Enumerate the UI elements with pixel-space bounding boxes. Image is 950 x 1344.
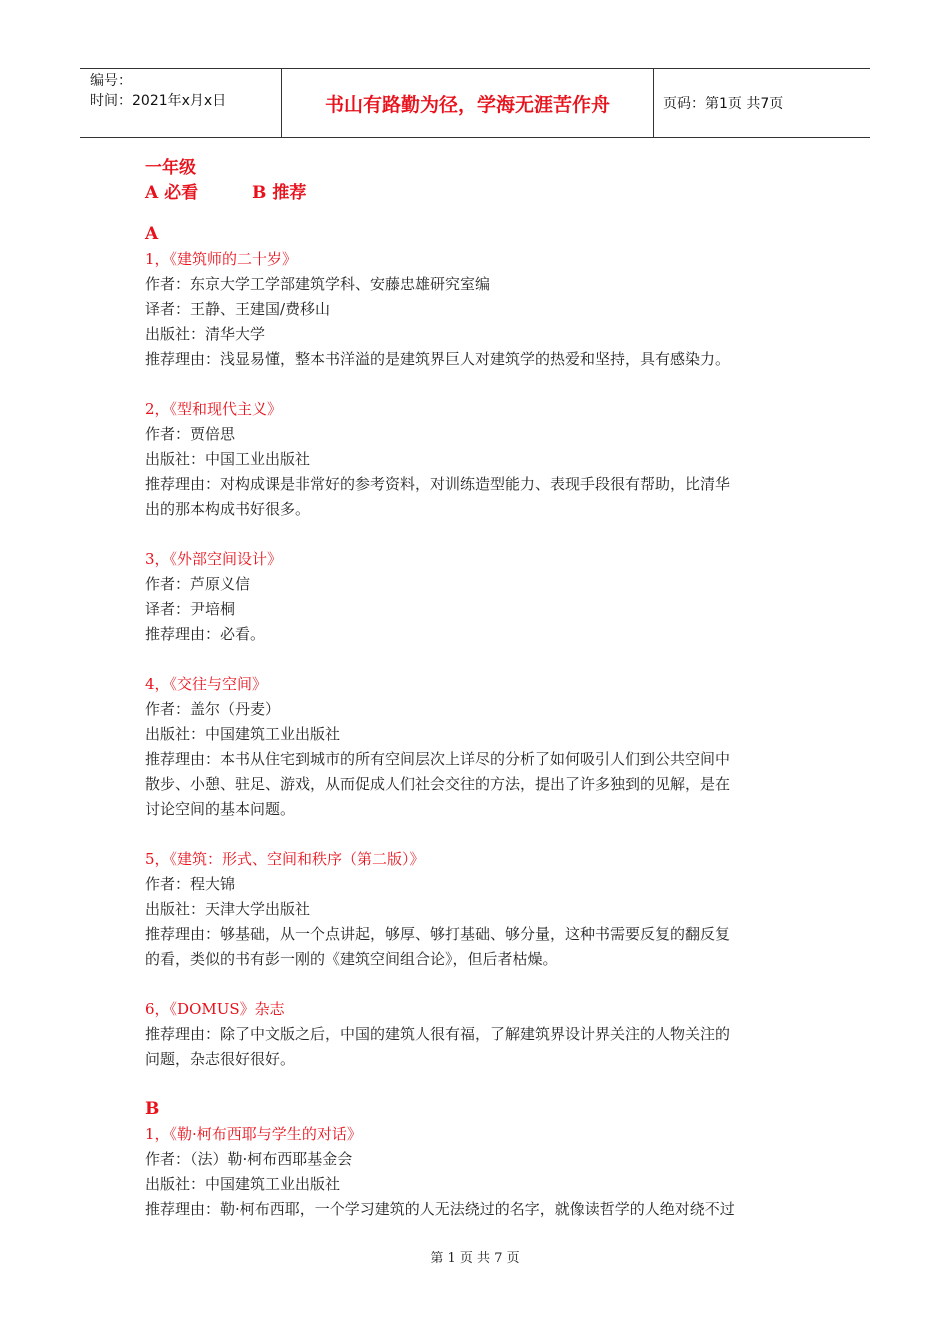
page-number-cell	[654, 69, 870, 137]
book-detail-line: 出的那本构成书好很多。	[145, 500, 311, 518]
book-detail-line: 作者：贾倍思	[145, 425, 236, 443]
book-detail-line: 作者：东京大学工学部建筑学科、安藤忠雄研究室编	[145, 275, 491, 293]
book-detail-line: 的看，类似的书有彭一刚的《建筑空间组合论》，但后者枯燥。	[145, 950, 558, 968]
book-title: 3，《外部空间设计》	[145, 550, 283, 568]
motto-cell	[282, 69, 654, 137]
book-detail-line: 作者：芦原义信	[145, 575, 251, 593]
book-detail-line: 讨论空间的基本问题。	[145, 800, 296, 818]
section-b-heading: B	[145, 1099, 160, 1119]
book-detail-line: 出版社：中国建筑工业出版社	[145, 725, 341, 743]
grade-heading: 一年级	[145, 158, 196, 178]
book-detail-line: 译者：尹培桐	[145, 600, 236, 618]
book-detail-line: 散步、小憩、驻足、游戏，从而促成人们社会交往的方法，提出了许多独到的见解，是在	[145, 775, 731, 793]
book-detail-line: 推荐理由：必看。	[145, 625, 266, 643]
book-detail-line: 出版社：天津大学出版社	[145, 900, 311, 918]
legend-b: B 推荐	[252, 183, 307, 203]
book-detail-line: 作者：（法）勒·柯布西耶基金会	[145, 1150, 353, 1168]
time-label: 时间：2021年x月x日	[90, 93, 227, 109]
book-entry	[145, 1122, 810, 1222]
book-title: 5，《建筑：形式、空间和秩序（第二版）》	[145, 850, 425, 868]
document-body	[145, 156, 810, 1247]
header-meta-cell	[80, 69, 282, 137]
book-detail-line: 出版社：中国建筑工业出版社	[145, 1175, 341, 1193]
book-entry	[145, 397, 810, 522]
book-detail-line: 出版社：清华大学	[145, 325, 266, 343]
book-detail-line: 推荐理由：本书从住宅到城市的所有空间层次上详尽的分析了如何吸引人们到公共空间中	[145, 750, 731, 768]
book-detail-line: 译者：王静、王建国/费移山	[145, 300, 331, 318]
book-title: 2，《型和现代主义》	[145, 400, 283, 418]
number-label: 编号：	[90, 73, 132, 89]
book-list-a	[145, 247, 810, 1072]
book-detail-line: 推荐理由：对构成课是非常好的参考资料，对训练造型能力、表现手段很有帮助，比清华	[145, 475, 731, 493]
page-label: 页码：第1页 共7页	[663, 96, 784, 112]
book-title: 4，《交往与空间》	[145, 675, 268, 693]
book-title: 1，《建筑师的二十岁》	[145, 250, 298, 268]
book-detail-line: 问题，杂志很好很好。	[145, 1050, 296, 1068]
page-footer: 第 1 页 共 7 页	[430, 1251, 520, 1266]
book-detail-line: 推荐理由：浅显易懂，整本书洋溢的是建筑界巨人对建筑学的热爱和坚持，具有感染力。	[145, 350, 731, 368]
book-title: 1，《勒·柯布西耶与学生的对话》	[145, 1125, 362, 1143]
book-entry	[145, 997, 810, 1072]
book-entry	[145, 672, 810, 822]
book-list-b	[145, 1122, 810, 1222]
page-header	[80, 68, 870, 138]
book-entry	[145, 247, 810, 372]
book-entry	[145, 547, 810, 647]
book-title: 6，《DOMUS》杂志	[145, 1000, 285, 1018]
book-detail-line: 作者：盖尔（丹麦）	[145, 700, 281, 718]
section-a-heading: A	[145, 224, 159, 244]
legend-a: A 必看	[145, 183, 199, 203]
book-detail-line: 推荐理由：够基础，从一个点讲起，够厚、够打基础、够分量，这种书需要反复的翻反复	[145, 925, 731, 943]
motto-text: 书山有路勤为径，学海无涯苦作舟	[324, 93, 610, 116]
book-entry	[145, 847, 810, 972]
legend	[145, 181, 810, 206]
book-detail-line: 作者：程大锦	[145, 875, 236, 893]
book-detail-line: 推荐理由：除了中文版之后，中国的建筑人很有福，了解建筑界设计界关注的人物关注的	[145, 1025, 731, 1043]
book-detail-line: 推荐理由：勒·柯布西耶，一个学习建筑的人无法绕过的名字，就像读哲学的人绝对绕不过	[145, 1200, 735, 1218]
book-detail-line: 出版社：中国工业出版社	[145, 450, 311, 468]
